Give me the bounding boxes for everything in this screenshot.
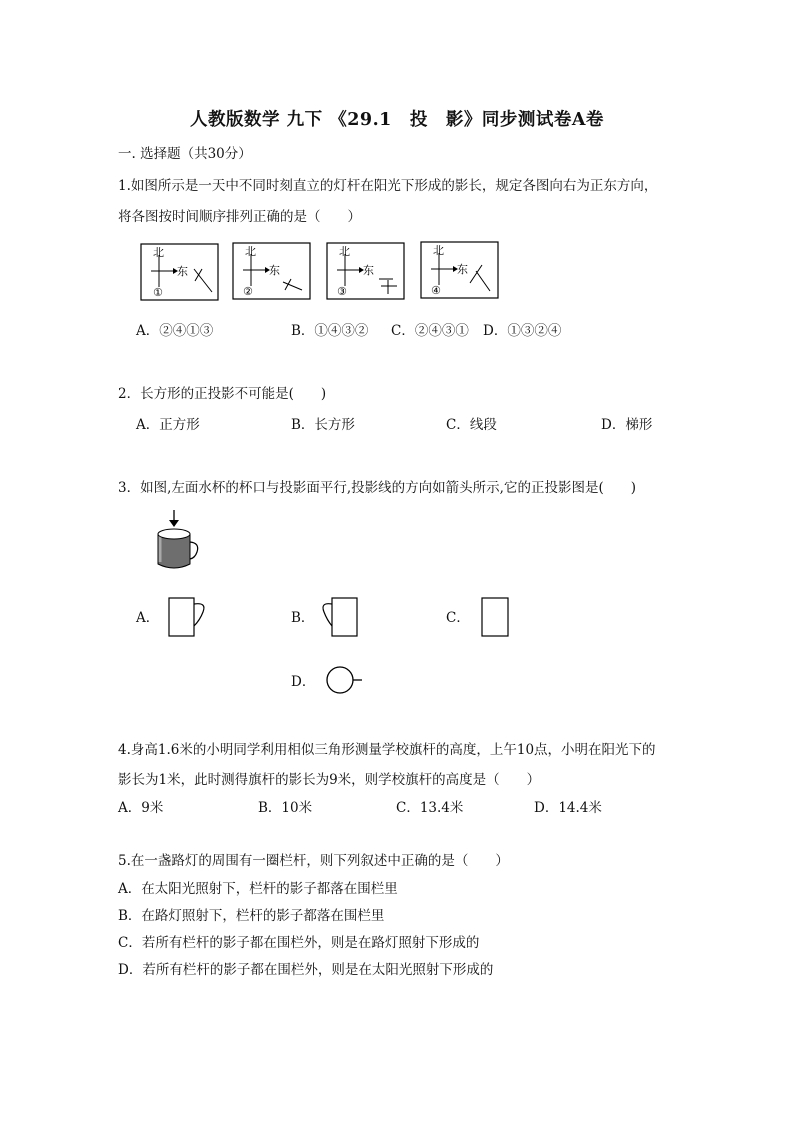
q3-option-b-figure[interactable] xyxy=(318,596,360,640)
q3-option-c-label[interactable]: C． xyxy=(446,610,470,626)
q1-option-a[interactable]: A．②④①③ xyxy=(136,323,214,339)
q3-option-d-figure[interactable] xyxy=(324,665,366,697)
q5-option-d[interactable]: D．若所有栏杆的影子都在围栏外，则是在太阳光照射下形成的 xyxy=(118,962,494,978)
section-heading: 一. 选择题（共30分） xyxy=(118,146,252,162)
north-label: 北 xyxy=(245,245,256,258)
figure-number-4: ④ xyxy=(431,284,441,297)
q3-option-d-label[interactable]: D． xyxy=(291,674,316,690)
figure-number-1: ① xyxy=(153,286,163,299)
q5-option-b[interactable]: B．在路灯照射下，栏杆的影子都落在围栏里 xyxy=(118,908,385,924)
q1-stem-line1: 1.如图所示是一天中不同时刻直立的灯杆在阳光下形成的影长，规定各图向右为正东方向， xyxy=(118,178,658,194)
q5-option-c[interactable]: C．若所有栏杆的影子都在围栏外，则是在路灯照射下形成的 xyxy=(118,935,480,951)
q3-option-a-figure[interactable] xyxy=(167,596,209,640)
east-label: 东 xyxy=(457,263,468,276)
page-title: 人教版数学 九下 《29.1 投 影》同步测试卷A卷 xyxy=(190,110,604,130)
q3-option-c-figure[interactable] xyxy=(480,596,512,640)
q5-option-a[interactable]: A．在太阳光照射下，栏杆的影子都落在围栏里 xyxy=(118,881,398,897)
q2-option-b[interactable]: B．长方形 xyxy=(291,417,355,433)
north-label: 北 xyxy=(339,245,350,258)
north-label: 北 xyxy=(433,244,444,257)
q1-option-c[interactable]: C．②④③① xyxy=(391,323,469,339)
q1-figure-3 xyxy=(326,242,406,302)
q3-stem: 3．如图,左面水杯的杯口与投影面平行,投影线的方向如箭头所示,它的正投影图是( ) xyxy=(118,480,636,496)
q1-figure-2 xyxy=(232,242,312,302)
north-label: 北 xyxy=(153,246,164,259)
q4-option-b[interactable]: B．10米 xyxy=(258,800,313,816)
q4-option-c[interactable]: C．13.4米 xyxy=(396,800,464,816)
q5-stem: 5.在一盏路灯的周围有一圈栏杆，则下列叙述中正确的是（ ） xyxy=(118,853,509,869)
q2-option-d[interactable]: D．梯形 xyxy=(601,417,653,433)
q2-option-c[interactable]: C．线段 xyxy=(446,417,497,433)
q3-option-a-label[interactable]: A． xyxy=(136,610,160,626)
q2-stem: 2．长方形的正投影不可能是( ) xyxy=(118,386,327,402)
figure-number-2: ② xyxy=(243,285,253,298)
q1-figure-4 xyxy=(420,241,500,301)
q2-option-a[interactable]: A．正方形 xyxy=(136,417,200,433)
east-label: 东 xyxy=(363,264,374,277)
q3-cup-figure xyxy=(150,510,202,574)
q1-stem-line2: 将各图按时间顺序排列正确的是（ ） xyxy=(118,209,361,225)
q1-option-b[interactable]: B．①④③② xyxy=(291,323,369,339)
q1-option-d[interactable]: D．①③②④ xyxy=(483,323,562,339)
q3-option-b-label[interactable]: B． xyxy=(291,610,315,626)
q4-option-d[interactable]: D．14.4米 xyxy=(534,800,602,816)
q4-stem-line1: 4.身高1.6米的小明同学利用相似三角形测量学校旗杆的高度，上午10点，小明在阳光下的 xyxy=(118,742,656,758)
east-label: 东 xyxy=(177,265,188,278)
q4-stem-line2: 影长为1米，此时测得旗杆的影长为9米，则学校旗杆的高度是（ ） xyxy=(118,772,541,788)
q1-figure-1 xyxy=(140,243,220,303)
east-label: 东 xyxy=(269,264,280,277)
q4-option-a[interactable]: A．9米 xyxy=(118,800,164,816)
figure-number-3: ③ xyxy=(337,285,347,298)
